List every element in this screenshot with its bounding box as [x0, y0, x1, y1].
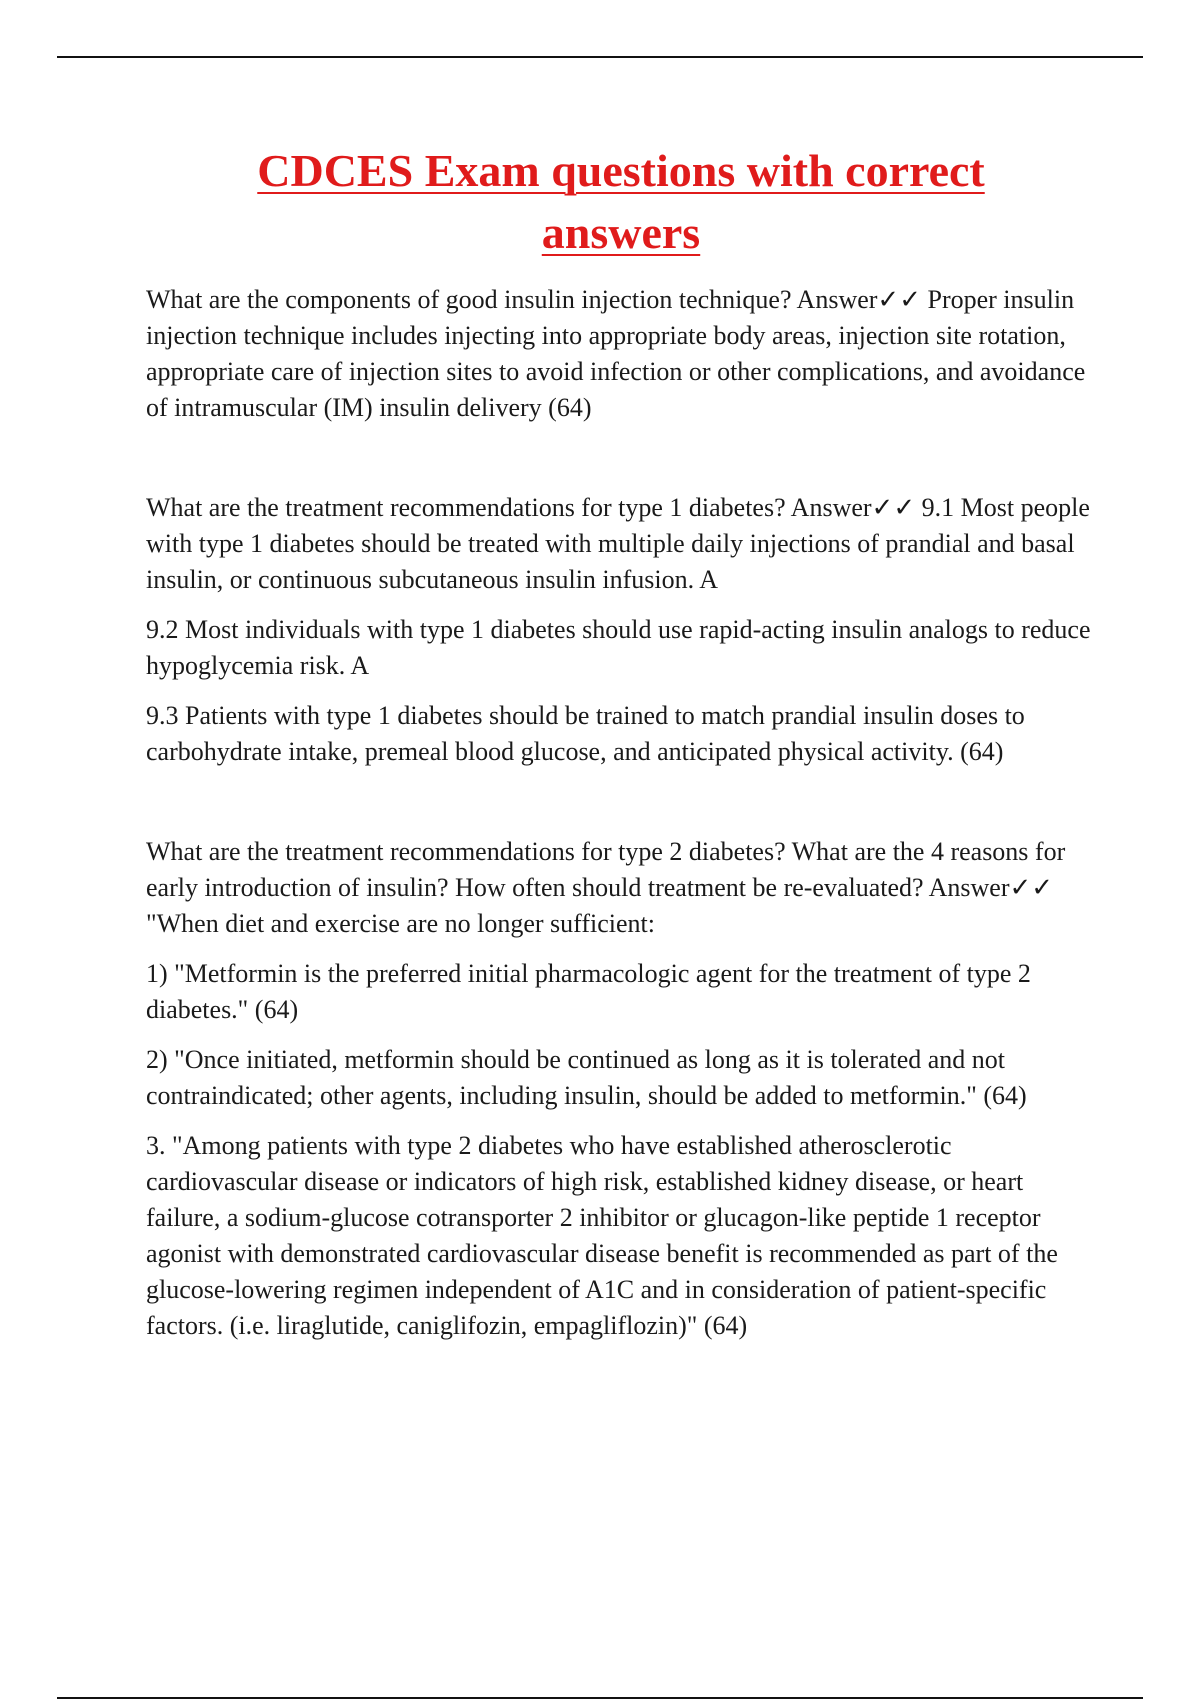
question-type1-treatment: What are the treatment recommendations for type 1 diabetes? Answer✓✓ 9.1 Most people with type 1 diabetes should be treated with multiple daily injections of prandial and basal insulin, or continuous subcutaneous insulin infusion. A [146, 493, 1090, 594]
top-rule [57, 56, 1143, 58]
question-type2-treatment: What are the treatment recommendations for type 2 diabetes? What are the 4 reasons for early introduction of insulin? How often should treatment be re-evaluated? Answer✓✓ "When diet and exercise are no longer sufficient: [146, 837, 1066, 938]
question-insulin-injection-technique: What are the components of good insulin injection technique? Answer✓✓ Proper insulin injection technique includes injecting into appropriate body areas, injection site rotation, appropriate care of injection sites to avoid infection or other complications, and avoidance of intramuscular (IM) insulin delivery (64) [146, 285, 1086, 422]
title-line-1: CDCES Exam questions with correct [257, 145, 985, 196]
type2-point-3: 3. "Among patients with type 2 diabetes who have established atherosclerotic cardiovascular disease or indicators of high risk, established kidney disease, or heart failure, a sodium-glucose cotransporter 2 inhibitor or glucagon-like peptide 1 receptor agonist with demonstrated cardiovascular disease benefit is recommended as part of the glucose-lowering regimen independent of A1C and in consideration of patient-specific factors. (i.e. liraglutide, caniglifozin, empagliflozin)" (64) [146, 1131, 1058, 1340]
bottom-rule [57, 1697, 1143, 1699]
document-page [146, 140, 1096, 1344]
recommendation-9-2: 9.2 Most individuals with type 1 diabetes should use rapid-acting insulin analogs to reduce hypoglycemia risk. A [146, 615, 1091, 680]
document-title [146, 140, 1096, 264]
type2-point-1: 1) "Metformin is the preferred initial pharmacologic agent for the treatment of type 2 diabetes." (64) [146, 959, 1031, 1024]
type2-point-2: 2) "Once initiated, metformin should be continued as long as it is tolerated and not contraindicated; other agents, including insulin, should be added to metformin." (64) [146, 1045, 1027, 1110]
title-line-2: answers [541, 207, 701, 258]
recommendation-9-3: 9.3 Patients with type 1 diabetes should be trained to match prandial insulin doses to carbohydrate intake, premeal blood glucose, and anticipated physical activity. (64) [146, 701, 1025, 766]
